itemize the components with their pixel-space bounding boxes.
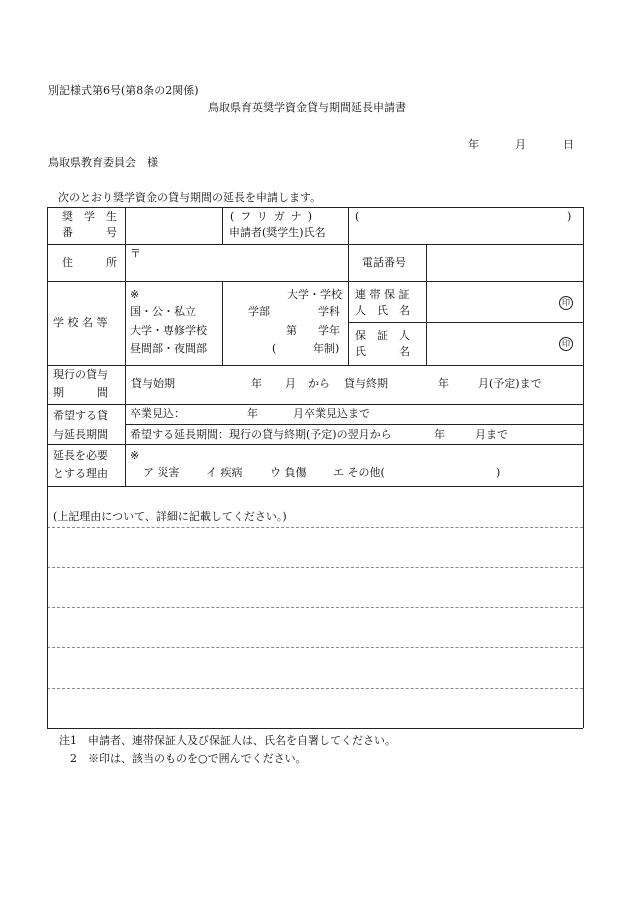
row-divider-2 (47, 281, 583, 282)
note-1: 注1 申請者、連帯保証人及び保証人は、氏名を自署してください。 (59, 734, 396, 747)
writing-line-5 (47, 688, 583, 689)
furigana-label: (フリガナ) (230, 210, 319, 223)
row-divider-6 (47, 486, 583, 487)
student-no-label-line2: 番 号 (62, 226, 117, 239)
details-prompt: (上記理由について、詳細に記載してください。) (53, 510, 287, 523)
loan-end-label: 貸与終期 (344, 377, 388, 390)
guarantor-label-line1: 保 証 人 (355, 329, 410, 342)
note-2: 2 ※印は、該当のものを○で囲んでください。 (70, 752, 307, 765)
writing-line-3 (47, 607, 583, 608)
school-type-1: 国・公・私立 (130, 305, 196, 318)
desired-label-line1: 希望する貸 (53, 409, 108, 422)
row-divider-3 (47, 365, 583, 366)
phone-value-border (426, 244, 427, 281)
school-type-3: 昼間部・夜間部 (130, 342, 207, 355)
postal-mark: 〒 (130, 247, 141, 260)
reason-mark: ※ (130, 449, 140, 462)
applicant-name-border (348, 207, 349, 244)
loan-end-month: 月(予定)まで (478, 377, 542, 390)
intro-text: 次のとおり奨学資金の貸与期間の延長を申請します。 (58, 191, 322, 204)
table-top-border (47, 207, 583, 208)
from-label: から (308, 377, 330, 390)
applicant-name-label: 申請者(奨学生)氏名 (229, 226, 326, 239)
phone-label: 電話番号 (362, 256, 406, 269)
system-close: 年制) (313, 342, 340, 355)
table-left-border (47, 207, 48, 728)
row-divider-5 (47, 444, 583, 445)
joint-guarantor-seal-icon: 印 (559, 296, 573, 310)
desired-sub-divider (125, 424, 583, 425)
loan-start-year: 年 (251, 377, 262, 390)
grade-suffix: 学年 (318, 324, 340, 337)
addressee: 鳥取県教育委員会 様 (48, 156, 158, 169)
form-title: 鳥取県育英奨学資金貸与期間延長申請書 (208, 101, 406, 114)
school-mark: ※ (130, 288, 140, 301)
guarantor-label-line2: 氏 名 (355, 345, 410, 358)
graduation-year: 年 (247, 407, 258, 420)
graduation-label: 卒業見込： (130, 407, 185, 420)
desired-label-line2: 与延長期間 (53, 428, 108, 441)
loan-start-month: 月 (285, 377, 296, 390)
department-label: 学科 (318, 305, 340, 318)
row-divider-4 (47, 404, 583, 405)
system-open: ( (272, 342, 277, 355)
student-no-border (222, 207, 223, 244)
date-day: 日 (563, 138, 574, 151)
reason-label-line2: とする理由 (53, 467, 108, 480)
student-no-label-line1: 奨 学 生 (62, 210, 117, 223)
school-guarantor-border (348, 281, 349, 365)
reason-option-illness: イ 疾病 (206, 466, 243, 479)
guarantor-divider (348, 322, 583, 323)
school-type-border (222, 281, 223, 365)
school-type-2: 大学・専修学校 (130, 324, 207, 337)
current-period-label-line2: 期 間 (53, 386, 108, 399)
grade-prefix: 第 (286, 324, 297, 337)
desired-month: 月まで (475, 428, 508, 441)
joint-guarantor-label-line2: 人 氏 名 (355, 304, 410, 317)
university-school: 大学・学校 (287, 288, 342, 301)
graduation-month: 月卒業見込まで (293, 407, 370, 420)
address-label: 住 所 (62, 256, 117, 269)
writing-line-1 (47, 527, 583, 528)
writing-line-4 (47, 647, 583, 648)
furigana-close: ) (567, 210, 572, 223)
label-column-border (125, 207, 126, 486)
loan-start-label: 貸与始期 (131, 377, 175, 390)
guarantor-value-border (426, 281, 427, 365)
current-period-label-line1: 現行の貸与 (53, 368, 108, 381)
table-bottom-border (47, 728, 583, 729)
furigana-open: ( (355, 210, 360, 223)
joint-guarantor-label-line1: 連 帯 保 証 (355, 288, 410, 301)
row-divider-1 (47, 244, 583, 245)
reason-option-disaster: ア 災害 (143, 466, 180, 479)
date-year: 年 (468, 138, 479, 151)
table-right-border (583, 207, 584, 728)
loan-end-year: 年 (438, 377, 449, 390)
desired-year: 年 (434, 428, 445, 441)
address-phone-border (348, 244, 349, 281)
reason-other-close: ) (496, 466, 501, 479)
faculty-label: 学部 (248, 305, 270, 318)
form-number: 別記様式第6号(第8条の2関係) (48, 84, 199, 97)
reason-label-line1: 延長を必要 (53, 449, 108, 462)
desired-period-text: 希望する延長期間：現行の貸与終期(予定)の翌月から (130, 428, 392, 441)
date-month: 月 (515, 138, 526, 151)
guarantor-seal-icon: 印 (559, 337, 573, 351)
reason-option-other: エ その他( (333, 466, 385, 479)
school-label: 学 校 名 等 (53, 316, 108, 329)
writing-line-2 (47, 567, 583, 568)
reason-option-injury: ウ 負傷 (270, 466, 307, 479)
